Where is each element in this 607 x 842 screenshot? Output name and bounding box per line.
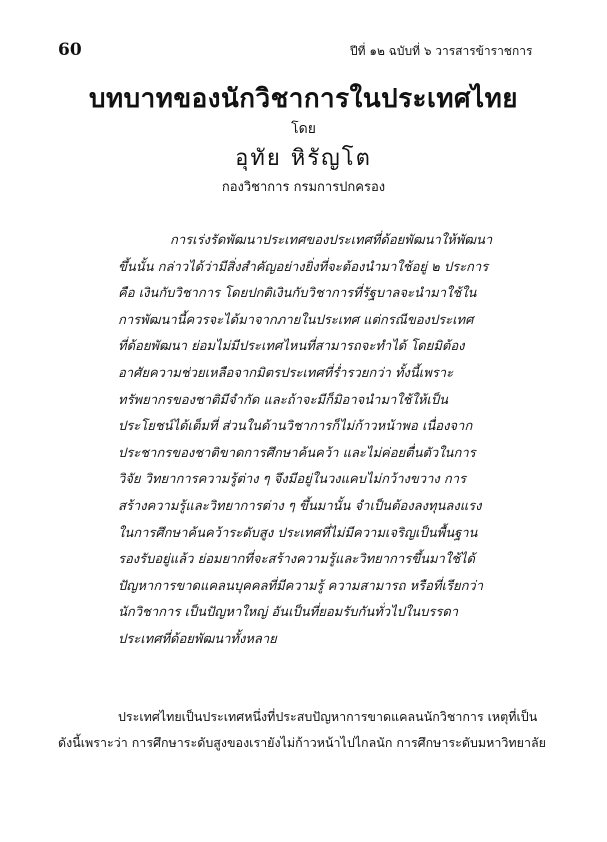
quote-line: ที่ด้อยพัฒนา ย่อมไม่มีประเทศไหนที่สามารถจะทำได้ โดยมิต้อง <box>118 339 465 355</box>
quote-line: ทรัพยากรของชาติมีจำกัด และถ้าจะมีก็มิอาจนำมาใช้ให้เป็น <box>118 392 448 408</box>
author-affiliation: กองวิชาการ กรมการปกครอง <box>221 180 386 195</box>
running-header: ปีที่ ๑๒ ฉบับที่ ๖ วารสารข้าราชการ <box>350 44 533 58</box>
epigraph-quote <box>118 228 543 654</box>
quote-line: รองรับอยู่แล้ว ย่อมยากที่จะสร้างความรู้และวิทยาการขึ้นมาใช้ได้ <box>118 552 475 568</box>
quote-line: ในการศึกษาค้นคว้าระดับสูง ประเทศที่ไม่มีความเจริญเป็นพื้นฐาน <box>118 525 478 541</box>
page-number: 60 <box>58 40 82 60</box>
quote-line: คือ เงินกับวิชาการ โดยปกติเงินกับวิชาการที่รัฐบาลจะนำมาใช้ใน <box>118 286 477 302</box>
quote-line: นักวิชาการ เป็นปัญหาใหญ่ อันเป็นที่ยอมรับกันทั่วไปในบรรดา <box>118 605 459 621</box>
quote-line: การพัฒนานี้ควรจะได้มาจากภายในประเทศ แต่กรณีของประเทศ <box>118 312 474 328</box>
quote-line: ประเทศที่ด้อยพัฒนาทั้งหลาย <box>118 631 277 647</box>
quote-line: ขึ้นนั้น กล่าวได้ว่ามีสิ่งสำคัญอย่างยิ่งที่จะต้องนำมาใช้อยู่ ๒ ประการ <box>118 259 489 275</box>
by-label: โดย <box>291 121 316 137</box>
body-line: ประเทศไทยเป็นประเทศหนึ่งที่ประสบปัญหาการขาดแคลนนักวิชาการ เหตุที่เป็น <box>118 709 538 724</box>
quote-line: ปัญหาการขาดแคลนบุคคลที่มีความรู้ ความสามารถ หรือที่เรียกว่า <box>118 578 484 594</box>
author-name: อุทัย หิรัญโต <box>235 146 372 171</box>
body-line: ดังนี้เพราะว่า การศึกษาระดับสูงของเรายังไม่ก้าวหน้าไปไกลนัก การศึกษาระดับมหาวิทยาลัย <box>58 735 546 750</box>
quote-line: ประโยชน์ได้เต็มที่ ส่วนในด้านวิชาการก็ไม่ก้าวหน้าพอ เนื่องจาก <box>118 419 473 435</box>
quote-line: การเร่งรัดพัฒนาประเทศของประเทศที่ด้อยพัฒนาให้พัฒนา <box>170 233 493 248</box>
body-paragraph <box>58 704 558 756</box>
article-title: บทบาทของนักวิชาการในประเทศไทย <box>88 84 519 114</box>
quote-line: อาศัยความช่วยเหลือจากมิตรประเทศที่ร่ำรวยกว่า ทั้งนี้เพราะ <box>118 365 454 381</box>
quote-line: สร้างความรู้และวิทยาการต่าง ๆ ขึ้นมานั้น จำเป็นต้องลงทุนลงแรง <box>118 498 482 514</box>
quote-line: ประชากรของชาติขาดการศึกษาค้นคว้า และไม่ค่อยตื่นตัวในการ <box>118 445 476 461</box>
quote-line: วิจัย วิทยาการความรู้ต่าง ๆ จึงมีอยู่ในวงแคบไม่กว้างขวาง การ <box>118 472 467 488</box>
